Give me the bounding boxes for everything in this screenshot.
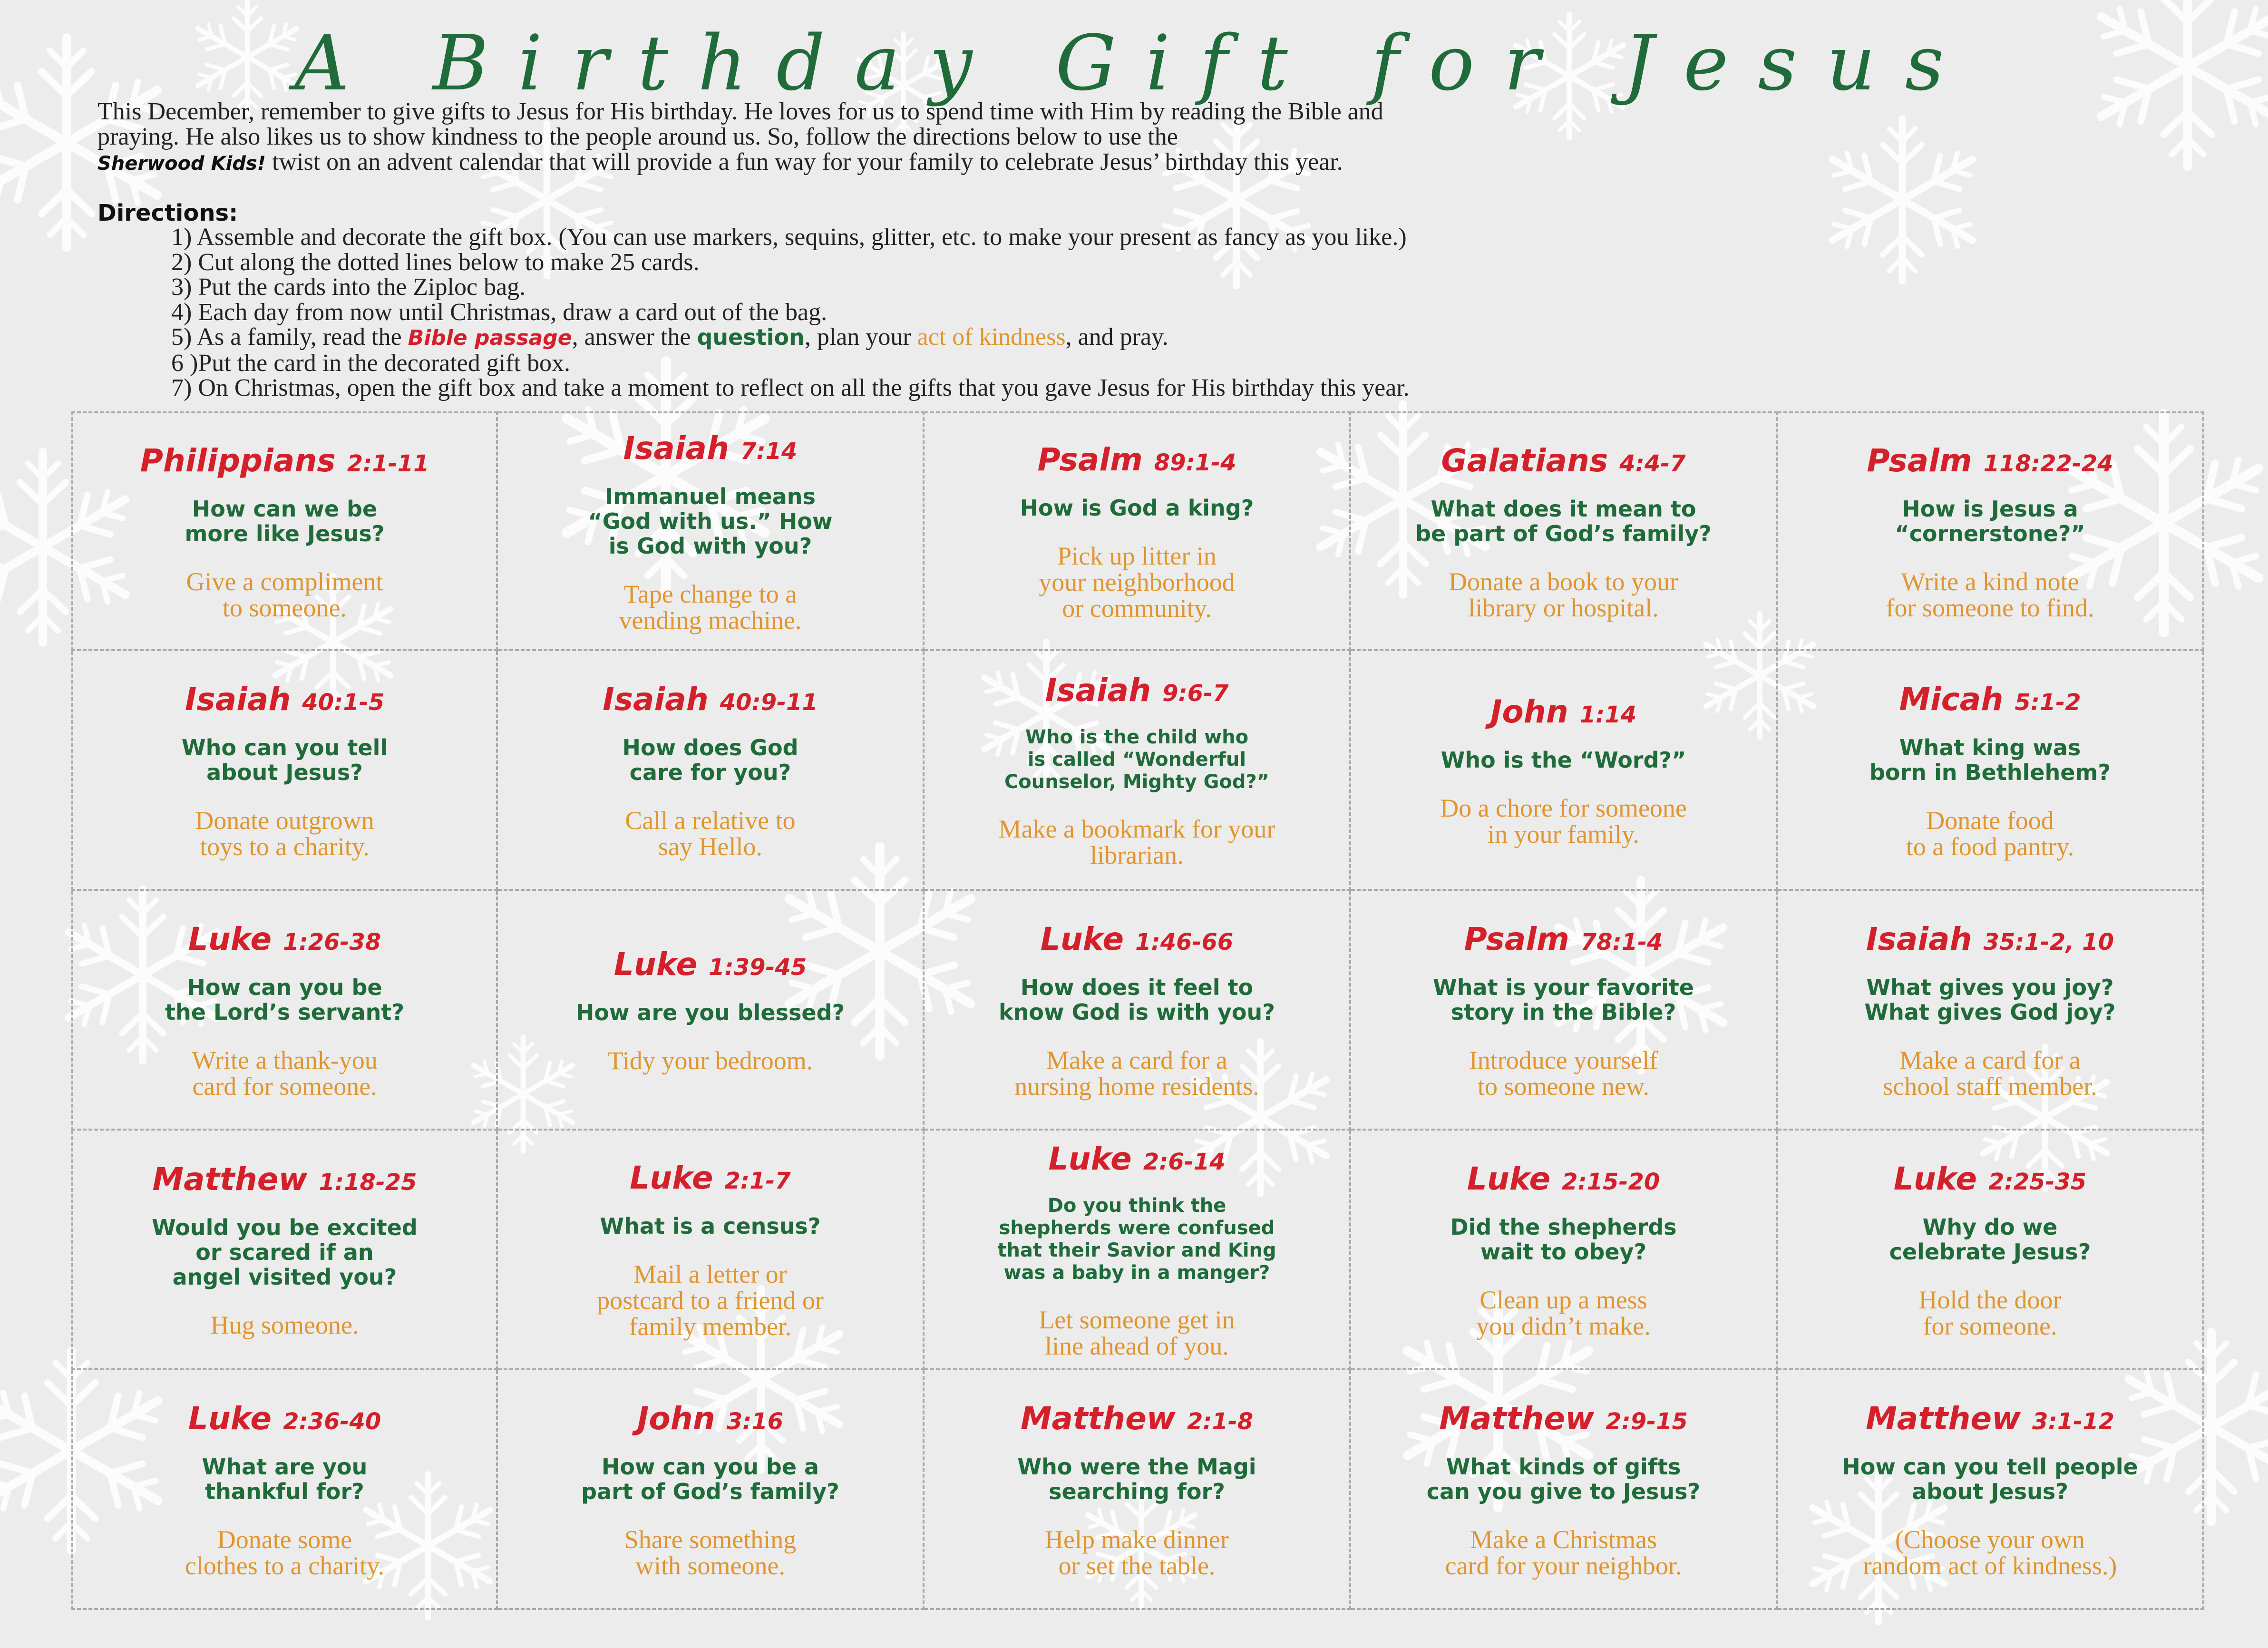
act-of-kindness: (Choose your own random act of kindness.) (1863, 1525, 2117, 1580)
bible-passage (188, 1400, 381, 1446)
direction-step: 4) Each day from now until Christmas, draw a card out of the bag. (171, 298, 827, 326)
directions-heading: Directions: (97, 200, 238, 226)
act-of-kindness: Let someone get in line ahead of you. (1039, 1305, 1235, 1360)
direction-step: 1) Assemble and decorate the gift box. (You can use markers, sequins, glitter, etc. to make your present as fancy as you like.) (171, 224, 1407, 251)
passage-reference: 2:9-15 (1606, 1408, 1688, 1435)
advent-card (1351, 411, 1778, 651)
bible-passage (152, 1160, 417, 1207)
advent-card (925, 411, 1351, 651)
advent-card (71, 1370, 498, 1610)
passage-book: Matthew (1020, 1400, 1176, 1437)
passage-book: Luke (188, 920, 272, 957)
advent-card (1351, 1131, 1778, 1370)
card-question: How are you blessed? (575, 1000, 845, 1025)
passage-book: Matthew (1866, 1400, 2021, 1437)
passage-reference: 5:1-2 (2015, 689, 2081, 716)
card-question: What king was born in Bethlehem? (1869, 734, 2111, 785)
card-question: What are you thankful for? (202, 1453, 368, 1504)
passage-reference: 1:14 (1579, 701, 1637, 728)
passage-book: Isaiah (1866, 920, 1972, 957)
passage-reference: 40:9-11 (720, 689, 818, 716)
passage-book: Luke (1048, 1140, 1132, 1177)
advent-card (1351, 891, 1778, 1131)
passage-book: Psalm (1867, 442, 1972, 479)
page-title: A Birthday Gift for Jesus (294, 19, 1974, 107)
passage-book: Philippians (140, 442, 336, 479)
advent-card-grid (71, 411, 2204, 1610)
advent-card (498, 651, 925, 891)
card-question: Did the shepherds wait to obey? (1450, 1214, 1677, 1265)
passage-reference: 118:22-24 (1983, 450, 2113, 477)
act-of-kindness: Call a relative to say Hello. (625, 806, 796, 861)
direction-step: 6 )Put the card in the decorated gift box. (171, 349, 570, 377)
passage-reference: 4:4-7 (1619, 450, 1686, 477)
passage-reference: 35:1-2, 10 (1983, 928, 2114, 956)
act-of-kindness: Write a kind note for someone to find. (1886, 567, 2094, 622)
passage-book: Luke (1893, 1160, 1977, 1197)
act-of-kindness: Make a card for a school staff member. (1883, 1045, 2097, 1101)
act-of-kindness: Introduce yourself to someone new. (1469, 1045, 1658, 1101)
card-question: Why do we celebrate Jesus? (1889, 1214, 2091, 1265)
card-question: Who can you tell about Jesus? (181, 734, 388, 785)
kindness-highlight: act of kindness (917, 323, 1066, 351)
card-question: How is God a king? (1020, 495, 1254, 521)
passage-book: Luke (613, 946, 698, 983)
advent-card (925, 1370, 1351, 1610)
advent-card (1778, 411, 2204, 651)
passage-book: Matthew (1439, 1400, 1595, 1437)
passage-book: Psalm (1037, 441, 1143, 478)
bible-passage (140, 442, 429, 488)
bible-passage-highlight: Bible passage (408, 326, 572, 350)
direction-step: 7) On Christmas, open the gift box and take a moment to reflect on all the gifts that you gave Jesus for His birthday this year. (171, 374, 1410, 401)
bible-passage (637, 1400, 783, 1446)
passage-book: Luke (188, 1400, 272, 1437)
act-of-kindness: Hold the door for someone. (1918, 1285, 2062, 1340)
advent-card (1778, 1131, 2204, 1370)
passage-reference: 2:1-11 (347, 450, 429, 477)
passage-book: John (1490, 693, 1568, 730)
bible-passage (1038, 441, 1236, 487)
intro-line-3-text: twist on an advent calendar that will provide a fun way for your family to celebrate Jesus’ birthday this year. (266, 148, 1343, 176)
card-question: What is a census? (600, 1213, 821, 1239)
act-of-kindness: Hug someone. (210, 1311, 359, 1339)
bible-passage (1441, 442, 1685, 488)
card-question: Who is the child who is called “Wonderful Counselor, Mighty God?” (1004, 726, 1270, 793)
passage-reference: 40:1-5 (302, 689, 385, 716)
passage-book: Isaiah (603, 681, 709, 718)
advent-card (1351, 651, 1778, 891)
passage-reference: 1:18-25 (319, 1169, 417, 1196)
advent-card (71, 1131, 498, 1370)
passage-reference: 2:6-14 (1143, 1148, 1226, 1175)
advent-card (71, 411, 498, 651)
bible-passage (188, 920, 381, 966)
act-of-kindness: Tidy your bedroom. (607, 1046, 813, 1075)
passage-reference: 1:39-45 (709, 954, 807, 981)
passage-book: Luke (1467, 1160, 1551, 1197)
passage-reference: 3:1-12 (2032, 1408, 2114, 1435)
intro-line-3 (97, 149, 2180, 176)
bible-passage (1899, 681, 2081, 727)
direction-step-text: , plan your (804, 323, 917, 351)
bible-passage (185, 681, 384, 727)
directions-list (171, 225, 2216, 401)
bible-passage (603, 681, 818, 727)
direction-step: 2) Cut along the dotted lines below to make 25 cards. (171, 248, 700, 276)
direction-step-text: 5) As a family, read the (171, 323, 408, 351)
advent-card (925, 1131, 1351, 1370)
act-of-kindness: Tape change to a vending machine. (619, 579, 802, 634)
advent-card (71, 651, 498, 891)
act-of-kindness: Make a bookmark for your librarian. (998, 815, 1275, 869)
advent-card (498, 1131, 925, 1370)
bible-passage (1045, 672, 1229, 718)
card-question: Would you be excited or scared if an angel visited you? (152, 1215, 418, 1290)
card-question: How can you be the Lord’s servant? (165, 974, 405, 1025)
bible-passage (623, 429, 798, 476)
act-of-kindness: Donate food to a food pantry. (1906, 806, 2074, 861)
card-question: How can we be more like Jesus? (185, 496, 385, 546)
bible-passage (1041, 920, 1233, 966)
advent-card (71, 891, 498, 1131)
act-of-kindness: Give a compliment to someone. (186, 567, 383, 622)
passage-reference: 2:25-35 (1988, 1168, 2087, 1195)
card-question: How does God care for you? (622, 734, 798, 785)
act-of-kindness: Do a chore for someone in your family. (1440, 793, 1687, 848)
advent-card (925, 651, 1351, 891)
direction-step-text: , and pray. (1065, 323, 1168, 351)
passage-book: Isaiah (623, 429, 730, 467)
passage-reference: 2:15-20 (1562, 1168, 1660, 1195)
passage-reference: 1:46-66 (1135, 928, 1234, 956)
passage-book: Luke (1040, 920, 1124, 957)
passage-reference: 3:16 (726, 1408, 784, 1435)
passage-book: Psalm (1464, 920, 1569, 957)
bible-passage (1467, 1160, 1660, 1206)
card-question: What kinds of gifts can you give to Jesus? (1426, 1453, 1701, 1504)
act-of-kindness: Make a Christmas card for your neighbor. (1445, 1525, 1682, 1580)
intro-paragraph (97, 99, 2180, 176)
bible-passage (1021, 1400, 1253, 1446)
passage-book: Luke (630, 1160, 713, 1196)
bible-passage (1490, 693, 1636, 739)
bible-passage (614, 946, 807, 992)
passage-book: John (637, 1400, 715, 1437)
card-question: Who is the “Word?” (1441, 747, 1686, 773)
act-of-kindness: Donate some clothes to a charity. (185, 1525, 385, 1580)
act-of-kindness: Donate a book to your library or hospital. (1449, 567, 1678, 622)
advent-card (925, 891, 1351, 1131)
passage-book: Isaiah (185, 681, 291, 718)
act-of-kindness: Write a thank-you card for someone. (192, 1045, 378, 1101)
card-question: What gives you joy? What gives God joy? (1864, 974, 2116, 1025)
bible-passage (1894, 1160, 2086, 1206)
bible-passage (1866, 920, 2114, 966)
act-of-kindness: Help make dinner or set the table. (1045, 1525, 1229, 1580)
card-question: What does it mean to be part of God’s family? (1415, 496, 1712, 546)
card-question: Who were the Magi searching for? (1017, 1453, 1256, 1504)
passage-reference: 2:1-7 (724, 1168, 791, 1194)
passage-book: Isaiah (1045, 672, 1151, 709)
question-highlight: question (697, 324, 805, 350)
act-of-kindness: Make a card for a nursing home residents. (1014, 1045, 1259, 1101)
passage-book: Micah (1899, 681, 2004, 718)
passage-reference: 7:14 (740, 438, 798, 465)
card-question: What is your favorite story in the Bible? (1432, 974, 1694, 1025)
intro-line-2: praying. He also likes us to show kindness to the people around us. So, follow the directions below to use the (97, 123, 1178, 150)
passage-reference: 2:36-40 (283, 1408, 381, 1435)
passage-book: Galatians (1441, 442, 1608, 479)
card-question: Immanuel means “God with us.” How is God with you? (588, 483, 833, 559)
passage-reference: 2:1-8 (1187, 1408, 1254, 1435)
passage-book: Matthew (152, 1161, 308, 1198)
bible-passage (1048, 1140, 1225, 1186)
brand-logo-text: Sherwood Kids! (97, 153, 266, 175)
bible-passage (1866, 1400, 2114, 1446)
advent-card (1778, 651, 2204, 891)
passage-reference: 89:1-4 (1154, 449, 1236, 476)
advent-card (1778, 891, 2204, 1131)
advent-card (498, 891, 925, 1131)
act-of-kindness: Mail a letter or postcard to a friend or family member. (597, 1260, 824, 1341)
advent-card (498, 411, 925, 651)
bible-passage (1867, 442, 2113, 488)
direction-step-text: , answer the (572, 323, 697, 351)
intro-line-1: This December, remember to give gifts to Jesus for His birthday. He loves for us to spend time with Him by reading the Bible and (97, 98, 1383, 125)
bible-passage (1464, 920, 1663, 966)
bible-passage (630, 1159, 791, 1205)
card-question: How can you tell people about Jesus? (1842, 1453, 2138, 1504)
passage-reference: 1:26-38 (283, 928, 381, 956)
act-of-kindness: Pick up litter in your neighborhood or community. (1039, 542, 1235, 623)
act-of-kindness: Share something with someone. (624, 1525, 797, 1580)
advent-card (498, 1370, 925, 1610)
act-of-kindness: Donate outgrown toys to a charity. (195, 806, 374, 861)
act-of-kindness: Clean up a mess you didn’t make. (1476, 1285, 1651, 1340)
card-question: How can you be a part of God’s family? (581, 1453, 839, 1504)
direction-step (171, 325, 2216, 351)
card-question: How does it feel to know God is with you? (999, 974, 1275, 1025)
card-question: Do you think the shepherds were confused that their Savior and King was a baby in a manger? (997, 1194, 1276, 1284)
bible-passage (1439, 1400, 1688, 1446)
advent-card (1778, 1370, 2204, 1610)
passage-reference: 78:1-4 (1580, 928, 1663, 956)
card-question: How is Jesus a “cornerstone?” (1895, 496, 2085, 546)
direction-step: 3) Put the cards into the Ziploc bag. (171, 273, 526, 301)
passage-reference: 9:6-7 (1162, 680, 1229, 707)
advent-card (1351, 1370, 1778, 1610)
